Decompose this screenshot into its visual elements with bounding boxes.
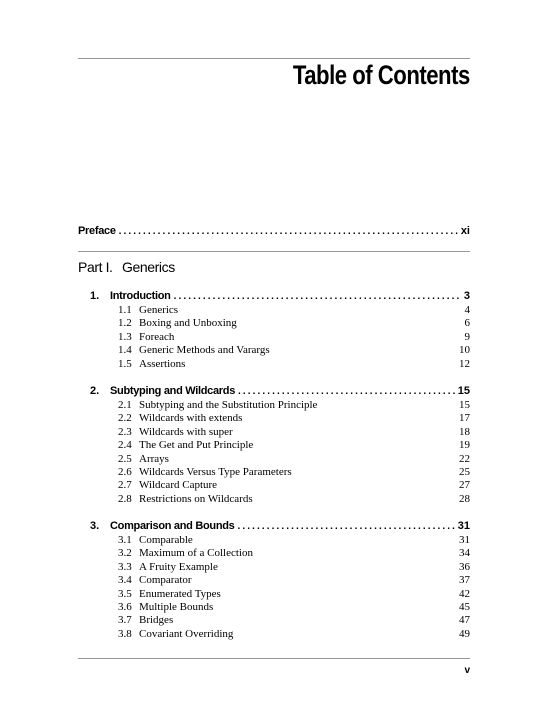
section-title: Covariant Overriding — [139, 627, 234, 640]
section-page: 15 — [459, 399, 470, 411]
page-title: Table of Contents — [293, 60, 470, 90]
section-entry[interactable] — [118, 628, 470, 641]
section-title: Maximum of a Collection — [139, 547, 253, 560]
chapter-number: 2. — [90, 385, 100, 397]
section-page: 4 — [464, 304, 470, 316]
section-title: Wildcards with extends — [139, 412, 243, 425]
preface-label: Preface — [78, 225, 116, 237]
section-number: 1.4 — [118, 344, 132, 357]
section-title: Arrays — [139, 452, 169, 465]
section-number: 3.6 — [118, 600, 132, 613]
part-rule — [78, 251, 470, 252]
section-title: Subtyping and the Substitution Principle — [139, 399, 318, 411]
chapter-block — [78, 385, 470, 506]
part-number: Part I. — [78, 259, 113, 275]
preface-entry[interactable] — [78, 225, 470, 237]
section-page: 10 — [459, 344, 470, 357]
section-entry[interactable] — [118, 344, 470, 357]
chapter-block — [78, 520, 470, 641]
section-page: 34 — [459, 547, 470, 560]
section-list — [78, 399, 470, 506]
section-entry[interactable] — [118, 493, 470, 506]
section-list — [78, 534, 470, 641]
section-page: 6 — [464, 317, 470, 330]
section-entry[interactable] — [118, 614, 470, 627]
section-title: A Fruity Example — [139, 560, 218, 573]
chapter-title: Introduction — [110, 290, 171, 302]
preface-page: xi — [460, 225, 470, 237]
section-number: 2.1 — [118, 399, 132, 411]
section-entry[interactable] — [118, 601, 470, 614]
section-page: 45 — [459, 600, 470, 613]
top-rule — [78, 58, 470, 59]
section-page: 17 — [459, 412, 470, 425]
section-entry[interactable] — [118, 412, 470, 425]
chapter-entry[interactable] — [90, 520, 470, 532]
section-page: 42 — [459, 587, 470, 600]
section-page: 22 — [459, 452, 470, 465]
section-number: 2.7 — [118, 479, 132, 492]
section-number: 2.5 — [118, 452, 132, 465]
section-title: Wildcards Versus Type Parameters — [139, 465, 292, 478]
section-number: 1.3 — [118, 330, 132, 343]
section-number: 2.2 — [118, 412, 132, 425]
chapter-entry[interactable] — [90, 290, 470, 302]
section-number: 3.7 — [118, 614, 132, 627]
part-title: Generics — [122, 259, 175, 275]
section-title: Comparable — [139, 534, 193, 546]
part-heading — [78, 259, 175, 275]
section-page: 49 — [459, 627, 470, 640]
section-number: 2.4 — [118, 439, 132, 452]
section-number: 2.8 — [118, 492, 132, 505]
section-page: 36 — [459, 560, 470, 573]
section-entry[interactable] — [118, 358, 470, 371]
section-page: 18 — [459, 425, 470, 438]
section-page: 47 — [459, 614, 470, 627]
section-entry[interactable] — [118, 588, 470, 601]
section-number: 1.1 — [118, 304, 132, 316]
chapter-page: 15 — [457, 385, 470, 397]
section-title: Restrictions on Wildcards — [139, 492, 253, 505]
section-entry[interactable] — [118, 426, 470, 439]
section-number: 2.6 — [118, 465, 132, 478]
chapter-entry[interactable] — [90, 385, 470, 397]
section-number: 3.8 — [118, 627, 132, 640]
chapter-block — [78, 290, 470, 371]
chapter-number: 3. — [90, 520, 100, 532]
section-title: Bridges — [139, 614, 174, 627]
section-title: Wildcards with super — [139, 425, 233, 438]
section-entry[interactable] — [118, 574, 470, 587]
section-page: 12 — [459, 357, 470, 370]
section-title: Wildcard Capture — [139, 479, 218, 492]
section-page: 9 — [464, 330, 470, 343]
section-page: 27 — [459, 479, 470, 492]
dot-leader — [119, 226, 458, 237]
section-entry[interactable] — [118, 317, 470, 330]
section-number: 3.2 — [118, 547, 132, 560]
section-title: Assertions — [139, 357, 186, 370]
section-page: 28 — [459, 492, 470, 505]
section-list — [78, 304, 470, 371]
section-title: Foreach — [139, 330, 175, 343]
section-page: 19 — [459, 439, 470, 452]
section-title: The Get and Put Principle — [139, 439, 254, 452]
dot-leader — [238, 386, 455, 397]
section-title: Enumerated Types — [139, 587, 221, 600]
section-number: 2.3 — [118, 425, 132, 438]
section-entry[interactable] — [118, 466, 470, 479]
section-number: 3.5 — [118, 587, 132, 600]
section-page: 37 — [459, 574, 470, 587]
chapter-title: Comparison and Bounds — [110, 520, 235, 532]
section-title: Multiple Bounds — [139, 600, 214, 613]
section-number: 3.1 — [118, 534, 132, 546]
section-number: 3.4 — [118, 574, 132, 587]
section-title: Generic Methods and Varargs — [139, 344, 270, 357]
section-title: Boxing and Unboxing — [139, 317, 237, 330]
chapter-page: 31 — [457, 520, 470, 532]
section-title: Generics — [139, 304, 179, 316]
section-number: 3.3 — [118, 560, 132, 573]
dot-leader — [237, 521, 454, 532]
page-number: v — [464, 665, 470, 676]
section-number: 1.5 — [118, 357, 132, 370]
section-entry[interactable] — [118, 331, 470, 344]
section-title: Comparator — [139, 574, 192, 587]
chapter-number: 1. — [90, 290, 100, 302]
bottom-rule — [78, 658, 470, 659]
section-page: 31 — [459, 534, 470, 546]
section-entry[interactable] — [118, 561, 470, 574]
chapter-page: 3 — [463, 290, 470, 302]
dot-leader — [174, 291, 461, 302]
chapter-title: Subtyping and Wildcards — [110, 385, 236, 397]
section-entry[interactable] — [118, 399, 470, 412]
section-page: 25 — [459, 465, 470, 478]
section-entry[interactable] — [118, 547, 470, 560]
section-entry[interactable] — [118, 534, 470, 547]
section-number: 1.2 — [118, 317, 132, 330]
section-entry[interactable] — [118, 439, 470, 452]
section-entry[interactable] — [118, 479, 470, 492]
section-entry[interactable] — [118, 453, 470, 466]
section-entry[interactable] — [118, 304, 470, 317]
